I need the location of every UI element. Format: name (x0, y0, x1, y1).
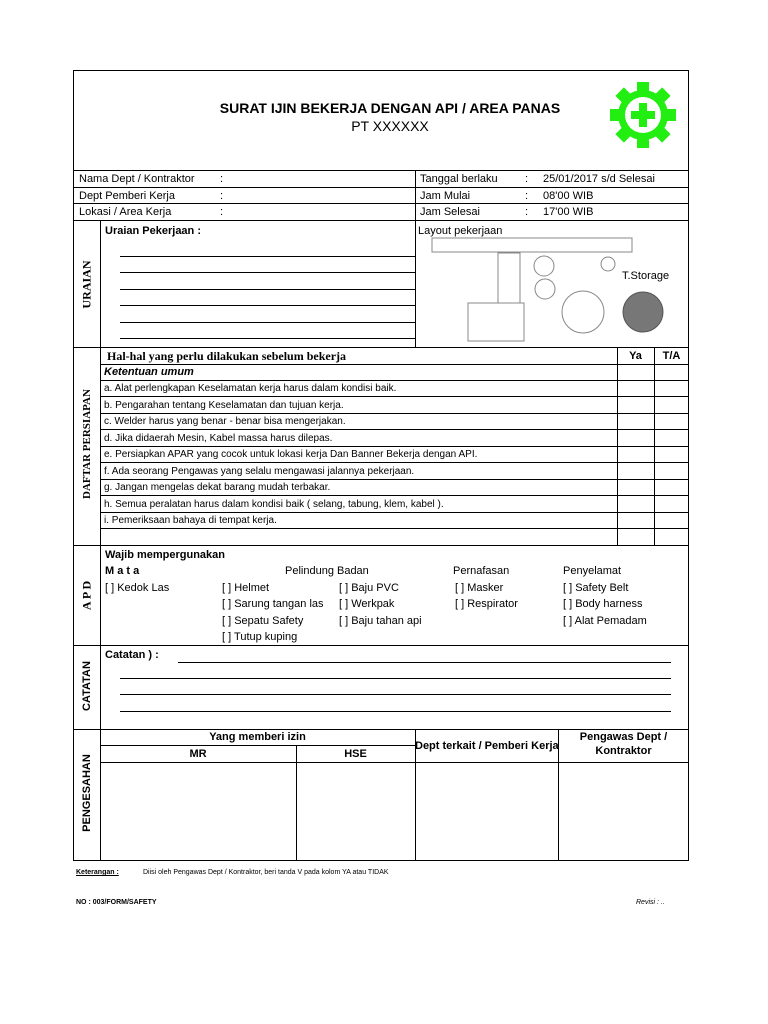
catatan-side-label: CATATAN (81, 661, 93, 711)
apd-heading: Wajib mempergunakan (105, 549, 226, 561)
start-time-value: 08'00 WIB (543, 190, 594, 202)
persiapan-side-label: DAFTAR PERSIAPAN (81, 389, 93, 499)
form-title: SURAT IJIN BEKERJA DENGAN API / AREA PANAS (219, 100, 561, 116)
apd-checkbox-item[interactable]: [ ] Baju PVC (339, 582, 399, 594)
info-label: Lokasi / Area Kerja (79, 206, 172, 218)
apd-badan-title: Pelindung Badan (285, 565, 369, 577)
hse-header: HSE (344, 748, 367, 760)
catatan-label: Catatan ) : (105, 649, 159, 661)
apd-checkbox-item[interactable]: [ ] Werkpak (339, 598, 395, 610)
valid-date-value: 25/01/2017 s/d Selesai (543, 173, 655, 185)
apd-checkbox-item[interactable]: [ ] Tutup kuping (222, 631, 298, 643)
checklist-item: f. Ada seorang Pengawas yang selalu mengawasi jalannya pekerjaan. (104, 466, 415, 477)
info-colon: : (220, 173, 224, 185)
col-ta-header: T/A (662, 350, 681, 362)
apd-checkbox-item[interactable]: [ ] Helmet (222, 582, 270, 594)
checklist-item: g. Jangan mengelas dekat barang mudah terbakar. (104, 482, 331, 493)
info-label: Dept Pemberi Kerja (79, 190, 175, 202)
info-colon: : (525, 173, 529, 185)
storage-label: T.Storage (622, 270, 670, 282)
info-label: Tanggal berlaku (420, 173, 498, 185)
apd-checkbox-item[interactable]: [ ] Sarung tangan las (222, 598, 324, 610)
apd-checkbox-item[interactable]: [ ] Body harness (563, 598, 643, 610)
layout-label: Layout pekerjaan (418, 225, 503, 237)
pengawas-header: Pengawas Dept / (579, 731, 668, 743)
apd-checkbox-item[interactable]: [ ] Alat Pemadam (563, 615, 647, 627)
checklist-item: h. Semua peralatan harus dalam kondisi baik ( selang, tabung, klem, kabel ). (104, 499, 444, 510)
apd-checkbox-item[interactable]: [ ] Baju tahan api (339, 615, 422, 627)
mr-header: MR (189, 748, 207, 760)
apd-mata-title: M a t a (105, 565, 140, 577)
pengawas-header: Kontraktor (595, 745, 652, 757)
apd-side-label: A P D (79, 580, 94, 611)
info-colon: : (220, 206, 224, 218)
uraian-side-label: URAIAN (79, 260, 94, 309)
work-description-label: Uraian Pekerjaan : (105, 225, 201, 237)
checklist-item: a. Alat perlengkapan Keselamatan kerja harus dalam kondisi baik. (104, 383, 397, 394)
pengesahan-side-label: PENGESAHAN (81, 754, 93, 832)
safety-gear-cross-logo-icon (608, 80, 678, 150)
info-colon: : (525, 206, 529, 218)
apd-nafas-title: Pernafasan (453, 565, 510, 577)
persiapan-heading: Hal-hal yang perlu dilakukan sebelum bekerja (107, 349, 347, 363)
apd-checkbox-item[interactable]: [ ] Masker (455, 582, 504, 594)
keterangan-label: Keterangan : (76, 869, 119, 876)
ketentuan-subheading: Ketentuan umum (104, 366, 194, 378)
info-colon: : (525, 190, 529, 202)
col-ya-header: Ya (629, 350, 642, 362)
checklist-item: b. Pengarahan tentang Keselamatan dan tujuan kerja. (104, 400, 344, 411)
info-label: Jam Selesai (420, 206, 480, 218)
revisi-label: Revisi : .. (636, 899, 665, 906)
pemberi-izin-header: Yang memberi izin (209, 731, 306, 743)
info-label: Nama Dept / Kontraktor (79, 173, 195, 185)
apd-checkbox-item[interactable]: [ ] Kedok Las (105, 582, 170, 594)
end-time-value: 17'00 WIB (543, 206, 594, 218)
info-colon: : (220, 190, 224, 202)
checklist-item: d. Jika didaerah Mesin, Kabel massa harus dilepas. (104, 433, 333, 444)
dept-terkait-header: Dept terkait / Pemberi Kerja (415, 740, 559, 752)
company-name: PT XXXXXX (351, 118, 429, 134)
checklist-item: i. Pemeriksaan bahaya di tempat kerja. (104, 515, 277, 526)
work-layout-sketch (420, 233, 680, 345)
apd-selamat-title: Penyelamat (563, 565, 622, 577)
keterangan-text: Diisi oleh Pengawas Dept / Kontraktor, beri tanda V pada kolom YA atau TIDAK (143, 869, 389, 876)
apd-checkbox-item[interactable]: [ ] Respirator (455, 598, 518, 610)
apd-checkbox-item[interactable]: [ ] Safety Belt (563, 582, 629, 594)
apd-checkbox-item[interactable]: [ ] Sepatu Safety (222, 615, 304, 627)
checklist-item: e. Persiapkan APAR yang cocok untuk lokasi kerja Dan Banner Bekerja dengan API. (104, 449, 478, 460)
checklist-item: c. Welder harus yang benar - benar bisa mengerjakan. (104, 416, 346, 427)
form-number: NO : 003/FORM/SAFETY (76, 899, 157, 906)
info-label: Jam Mulai (420, 190, 471, 202)
